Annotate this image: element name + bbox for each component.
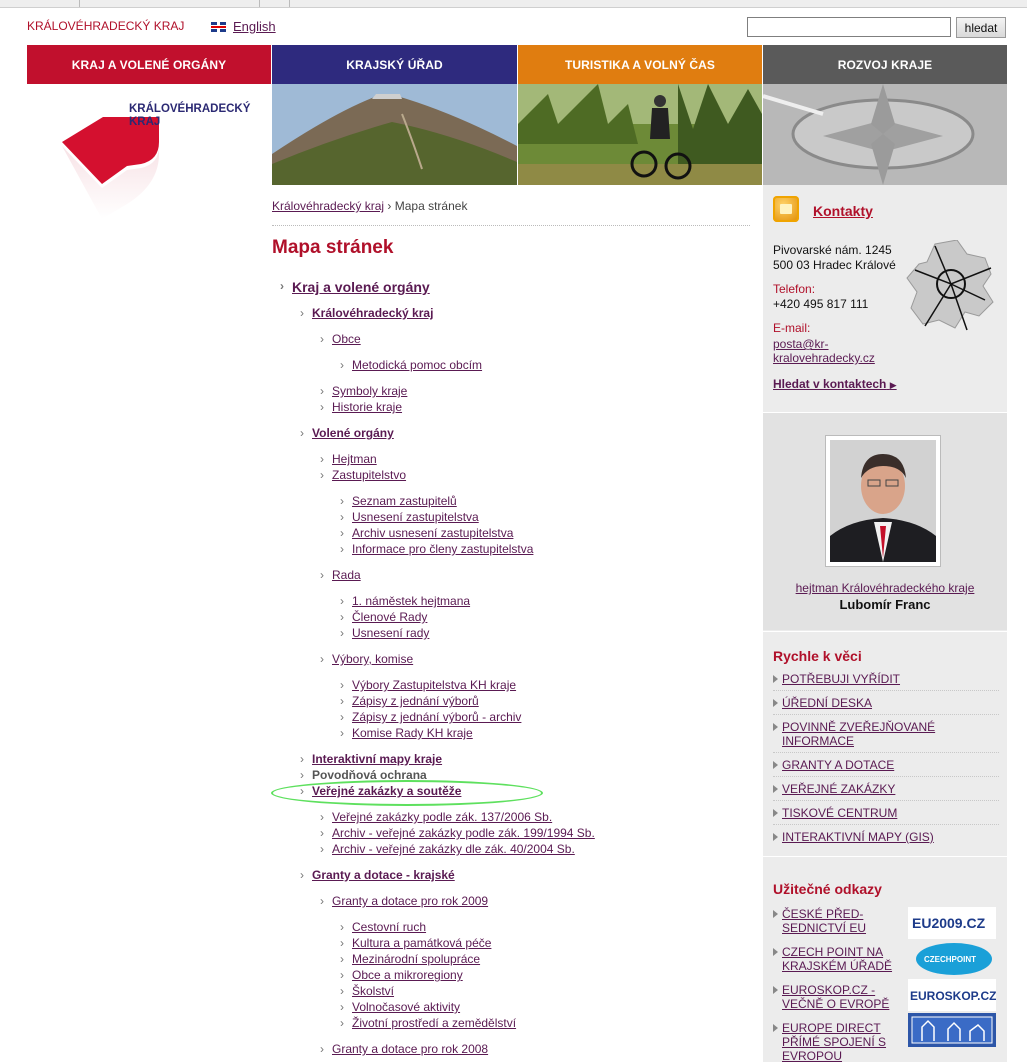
contact-email-label: E-mail: (773, 321, 811, 335)
chevron-right-icon: › (320, 842, 324, 856)
contacts-title-link[interactable]: Kontakty (813, 203, 873, 219)
header-photo-emblem (763, 84, 1007, 185)
uk-flag-icon (211, 22, 226, 32)
sitemap-item (340, 694, 479, 708)
highlight-ellipse (271, 780, 543, 806)
sitemap-link[interactable]: Volené orgány (312, 426, 394, 440)
sitemap-item (320, 384, 408, 398)
sitemap-item (320, 810, 553, 824)
sitemap-item (340, 920, 427, 934)
top-row (27, 17, 1007, 41)
quick-link[interactable]: POTŘEBUJI VYŘÍDIT (773, 672, 999, 686)
sitemap-link[interactable]: Symboly kraje (332, 384, 408, 398)
brand-text: KRÁLOVÉHRADECKÝ KRAJ (27, 19, 185, 33)
contact-book-icon (773, 196, 799, 222)
search-button[interactable]: hledat (956, 17, 1006, 38)
sitemap-item (340, 968, 463, 982)
useful-links-title: Užitečné odkazy (773, 881, 882, 897)
sitemap-link[interactable]: Volnočasové aktivity (352, 1000, 461, 1014)
svg-text:CZECHPOINT: CZECHPOINT (924, 955, 976, 964)
useful-link[interactable]: CZECH POINT NA KRAJSKÉM ÚŘADĚ (773, 945, 903, 973)
sitemap-link[interactable]: Metodická pomoc obcím (352, 358, 483, 372)
chevron-right-icon: › (340, 920, 344, 934)
chevron-right-icon: › (340, 626, 344, 640)
search-contacts-link[interactable]: Hledat v kontaktech ▶ (773, 377, 897, 391)
sitemap-link[interactable]: Cestovní ruch (352, 920, 427, 934)
sitemap-link[interactable]: Mezinárodní spolupráce (352, 952, 481, 966)
sitemap-link[interactable]: Veřejné zakázky podle zák. 137/2006 Sb. (332, 810, 553, 824)
chevron-right-icon: › (320, 332, 324, 346)
czechpoint-banner[interactable] (908, 943, 996, 975)
sitemap-item (280, 279, 430, 295)
sitemap-link[interactable]: Granty a dotace pro rok 2008 (332, 1042, 489, 1056)
breadcrumb-home-link[interactable]: Královéhradecký kraj (272, 199, 385, 213)
breadcrumb-current: Mapa stránek (394, 199, 468, 213)
chevron-right-icon: › (340, 710, 344, 724)
tab-cell (80, 0, 260, 7)
chevron-right-icon: › (340, 358, 344, 372)
chevron-right-icon: › (300, 752, 304, 766)
chevron-right-icon: › (300, 768, 304, 782)
contacts-box (763, 185, 1007, 412)
sitemap-item (320, 652, 414, 666)
sitemap-item (340, 952, 481, 966)
chevron-right-icon: › (320, 400, 324, 414)
sitemap-link[interactable]: Komise Rady KH kraje (352, 726, 473, 740)
logo-text: KRÁLOVÉHRADECKÝ KRAJ (129, 103, 251, 128)
chevron-right-icon: › (320, 452, 324, 466)
divider (773, 752, 999, 753)
nav-kraj-a-volene-organy[interactable]: KRAJ A VOLENÉ ORGÁNY (27, 45, 271, 84)
sitemap-item (340, 510, 479, 524)
quick-links-title: Rychle k věci (773, 648, 862, 664)
sitemap-item (340, 494, 457, 508)
header-photo-mountain (272, 84, 517, 185)
chevron-right-icon: › (300, 868, 304, 882)
sitemap-item (340, 594, 471, 608)
chevron-right-icon: › (340, 936, 344, 950)
sitemap-link[interactable]: Kultura a památková péče (352, 936, 492, 950)
sitemap-item (300, 752, 443, 766)
sitemap-link[interactable]: Archiv - veřejné zakázky podle zák. 199/1994 Sb. (332, 826, 595, 840)
divider (773, 690, 999, 691)
sitemap-link[interactable]: Obce a mikroregiony (352, 968, 463, 982)
sitemap-item (320, 468, 407, 482)
nav-rozvoj-kraje[interactable]: ROZVOJ KRAJE (763, 45, 1007, 84)
sitemap-link[interactable]: Usnesení zastupitelstva (352, 510, 479, 524)
sitemap-item (320, 332, 361, 346)
breadcrumb (272, 199, 467, 213)
sitemap-link[interactable]: Výbory, komise (332, 652, 414, 666)
chevron-right-icon: › (280, 279, 284, 293)
sitemap-item (340, 1000, 461, 1014)
search-input[interactable] (747, 17, 951, 37)
chevron-right-icon: › (320, 810, 324, 824)
english-link[interactable]: English (233, 19, 276, 34)
contact-email-link[interactable]: posta@kr- kralovehradecky.cz (773, 337, 875, 365)
sitemap-item (340, 710, 522, 724)
sitemap-link[interactable]: Životní prostředí a zemědělství (352, 1016, 517, 1030)
euroskop-banner[interactable] (908, 979, 996, 1011)
chevron-right-icon: › (320, 568, 324, 582)
tab-cell (0, 0, 80, 7)
eu2009-banner[interactable] (908, 907, 996, 939)
chevron-right-icon: › (340, 694, 344, 708)
quick-link[interactable]: GRANTY A DOTACE (773, 758, 999, 772)
sitemap-link[interactable]: Královéhradecký kraj (312, 306, 434, 320)
divider (773, 714, 999, 715)
quick-link[interactable]: TISKOVÉ CENTRUM (773, 806, 999, 820)
svg-text:EU2009.CZ: EU2009.CZ (912, 915, 986, 931)
chevron-right-icon: › (320, 894, 324, 908)
sitemap-item (340, 726, 473, 740)
quick-link[interactable]: POVINNĚ ZVEŘEJŇOVANÉ INFORMACE (773, 720, 999, 748)
sitemap-item (300, 426, 394, 440)
tab-cell (260, 0, 290, 7)
sitemap-item (340, 626, 430, 640)
contact-phone-label: Telefon: (773, 282, 816, 296)
quick-link[interactable]: ÚŘEDNÍ DESKA (773, 696, 999, 710)
sitemap-link[interactable]: Seznam zastupitelů (352, 494, 457, 508)
chevron-right-icon: › (340, 984, 344, 998)
governor-role-link[interactable]: hejtman Královéhradeckého kraje (795, 581, 975, 595)
governor-portrait (825, 435, 941, 567)
sitemap-link[interactable]: Zápisy z jednání výborů - archiv (352, 710, 522, 724)
divider (773, 824, 999, 825)
sitemap-item (300, 306, 434, 320)
sitemap-link[interactable]: Členové Rady (352, 610, 428, 624)
contact-phone: +420 495 817 111 (773, 297, 869, 311)
breadcrumb-separator: › (387, 199, 392, 213)
chevron-right-icon: › (320, 1042, 324, 1056)
chevron-right-icon: › (320, 826, 324, 840)
chevron-right-icon: › (300, 784, 304, 798)
chevron-right-icon: › (340, 594, 344, 608)
sitemap-link[interactable]: Rada (332, 568, 361, 582)
sitemap-link[interactable]: Zastupitelstvo (332, 468, 407, 482)
sitemap-item (340, 984, 395, 998)
chevron-right-icon: › (340, 542, 344, 556)
sitemap-link[interactable]: Veřejné zakázky a soutěže (312, 784, 462, 798)
contact-address-line1: Pivovarské nám. 1245 (773, 243, 892, 257)
nav-turistika[interactable]: TURISTIKA A VOLNÝ ČAS (518, 45, 762, 84)
useful-links-box (763, 856, 1007, 1062)
browser-top-strip (0, 0, 1027, 8)
sitemap-item (320, 568, 361, 582)
quick-link[interactable]: VEŘEJNÉ ZAKÁZKY (773, 782, 999, 796)
chevron-right-icon: › (320, 384, 324, 398)
sitemap-link[interactable]: Informace pro členy zastupitelstva (352, 542, 534, 556)
chevron-right-icon: › (340, 726, 344, 740)
site-logo[interactable] (27, 84, 271, 224)
useful-link[interactable]: ČESKÉ PŘED- SEDNICTVÍ EU (773, 907, 903, 935)
sitemap-link[interactable]: Obce (332, 332, 361, 346)
divider (773, 776, 999, 777)
sidebar (763, 185, 1007, 1062)
sitemap-item (300, 868, 455, 882)
sitemap-item (320, 1042, 489, 1056)
chevron-right-icon: › (340, 968, 344, 982)
chevron-right-icon: › (320, 652, 324, 666)
sitemap-link[interactable]: Usnesení rady (352, 626, 430, 640)
divider (272, 225, 750, 226)
governor-name: Lubomír Franc (839, 597, 931, 612)
sitemap-link: Povodňová ochrana (312, 768, 427, 782)
chevron-right-icon: › (340, 610, 344, 624)
quick-link[interactable]: INTERAKTIVNÍ MAPY (GIS) (773, 830, 999, 844)
chevron-right-icon: › (300, 306, 304, 320)
divider (773, 800, 999, 801)
europe-direct-banner[interactable] (908, 1013, 996, 1047)
sitemap-item (340, 678, 517, 692)
page-title: Mapa stránek (272, 237, 394, 258)
sitemap-link[interactable]: 1. náměstek hejtmana (352, 594, 471, 608)
chevron-right-icon: › (340, 1000, 344, 1014)
sitemap-item (340, 936, 492, 950)
svg-text:EUROSKOP.CZ: EUROSKOP.CZ (910, 989, 996, 1003)
sitemap-link[interactable]: Granty a dotace pro rok 2009 (332, 894, 489, 908)
sitemap-item (320, 452, 377, 466)
chevron-right-icon: › (300, 426, 304, 440)
sitemap-item (320, 842, 575, 856)
header-photo-cyclist (518, 84, 762, 185)
nav-krajsky-urad[interactable]: KRAJSKÝ ÚŘAD (272, 45, 517, 84)
governor-box (763, 412, 1007, 630)
sitemap-link[interactable]: Archiv usnesení zastupitelstva (352, 526, 514, 540)
sitemap-item (340, 542, 534, 556)
useful-link[interactable]: EUROSKOP.CZ - VEČNĚ O EVROPĚ (773, 983, 903, 1011)
sitemap-item (320, 400, 403, 414)
sitemap-link[interactable]: Historie kraje (332, 400, 403, 414)
region-map-icon (905, 240, 995, 332)
sitemap-link[interactable]: Školství (352, 984, 395, 998)
sitemap-link[interactable]: Výbory Zastupitelstva KH kraje (352, 678, 517, 692)
chevron-right-icon: › (340, 510, 344, 524)
contact-address-line2: 500 03 Hradec Králové (773, 258, 896, 272)
sitemap-link[interactable]: Kraj a volené orgány (292, 279, 430, 295)
sitemap-item (340, 610, 428, 624)
quick-links-box (763, 631, 1007, 854)
sitemap-link[interactable]: Zápisy z jednání výborů (352, 694, 479, 708)
chevron-right-icon: › (320, 468, 324, 482)
chevron-right-icon: › (340, 526, 344, 540)
arrow-right-icon: ▶ (889, 380, 897, 390)
chevron-right-icon: › (340, 1016, 344, 1030)
language-switch[interactable] (211, 19, 276, 34)
chevron-right-icon: › (340, 952, 344, 966)
sitemap-item (340, 358, 483, 372)
sitemap-item (340, 1016, 517, 1030)
sitemap-item (320, 894, 489, 908)
sitemap-link[interactable]: Hejtman (332, 452, 377, 466)
sitemap-link[interactable]: Archiv - veřejné zakázky dle zák. 40/2004 Sb. (332, 842, 575, 856)
chevron-right-icon: › (340, 494, 344, 508)
sitemap-item (320, 826, 595, 840)
chevron-right-icon: › (340, 678, 344, 692)
sitemap-item (340, 526, 514, 540)
useful-link[interactable]: EUROPE DIRECT PŘÍMÉ SPOJENÍ S EVROPOU (773, 1021, 903, 1062)
sitemap-link[interactable]: Interaktivní mapy kraje (312, 752, 443, 766)
sitemap-link[interactable]: Granty a dotace - krajské (312, 868, 455, 882)
